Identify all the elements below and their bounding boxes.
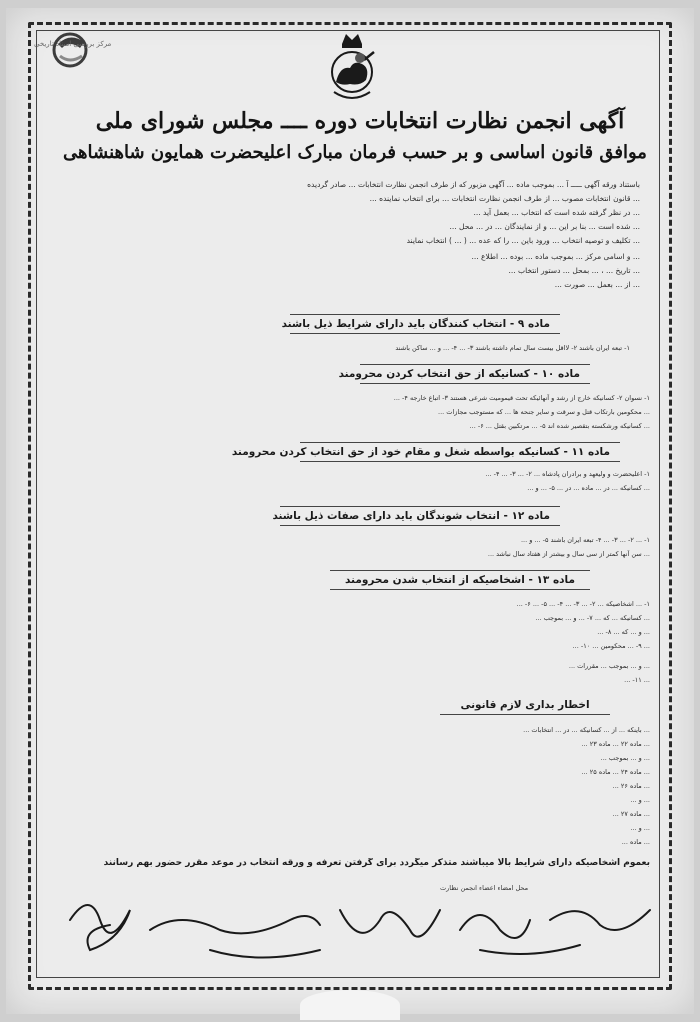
document-subtitle: موافق قانون اساسی و بر حسب فرمان مبارک اعلیحضرت همایون شاهنشاهی [63,142,647,163]
article-13-text: ... و ... که ... ۸- ... [597,628,650,636]
signature-6 [210,950,320,958]
notice-text: ... باینکه ... از ... کسانیکه ... در ... انتخابات ... [523,726,650,734]
signature-1 [70,905,130,950]
article-13-text: ... ۱۱- ... [624,676,650,684]
watermark-text: مرکز بررسی اسناد تاریخی [34,40,112,48]
notice-text: ... ماده ۲۷ ... [612,810,650,818]
article-10-text: ... کسانیکه ورشکسته بتقصیر شده اند ۵- ... مرتکبین بقتل ... ۶- ... [469,422,650,430]
signature-7 [480,945,580,954]
intro-line: ... قانون انتخابات مصوب ... از طرف انجمن نظارت انتخابات ... برای انتخاب نماینده ... [369,194,640,203]
archive-watermark-logo [40,30,190,90]
intro-line: ... تکلیف و توصیه انتخاب ... ورود باین ... را که عده ... ( ... ) انتخاب نمایند [406,236,640,245]
article-11-text: ... کسانیکه ... در ... ماده ... در ... ۵- ... و ... [527,484,650,492]
signature-3 [340,910,440,937]
article-10-text: ... محکومین بارتکاب قتل و سرقت و سایر جنحه ها ... که مستوجب مجازات ... [438,408,650,416]
intro-line: ... و اسامی مرکز ... بموجب ماده ... بوده ... اطلاع ... [471,252,640,261]
article-10-heading: ماده ۱۰ - کسانیکه از حق انتخاب کردن محرومند [360,364,590,384]
article-12-text: ... سن آنها کمتر از سی سال و بیشتر از هفتاد سال نباشد ... [487,550,650,558]
watermark-emblem-icon [40,30,100,74]
signature-4 [460,915,530,938]
intro-line: ... در نظر گرفته شده است که انتخاب ... بعمل آید ... [473,208,640,217]
signature-5 [550,910,650,930]
notice-text: ... و ... [630,796,650,804]
lion-and-sun-crown-emblem-icon [320,30,384,110]
intro-line: ... از ... بعمل ... صورت ... [554,280,640,289]
article-13-heading: ماده ۱۳ - اشخاصیکه از انتخاب شدن محرومند [330,570,590,590]
paper-hole [300,990,400,1020]
article-13-text: ... و ... بموجب ... مقررات ... [568,662,650,670]
notice-text: ... ماده ۲۶ ... [612,782,650,790]
notice-text: ... ماده ... [621,838,650,846]
notice-text: ... و ... بموجب ... [600,754,650,762]
article-13-text: ۱- ... اشخاصیکه ... ۲- ... ۳- ... ۴- ... ۵- ... ۶- ... [516,600,650,608]
intro-line: ... شده است ... بنا بر این ... و از نمایندگان ... در ... محل ... [449,222,640,231]
closing-statement: بعموم اشخاصیکه دارای شرایط بالا میباشند متذکر میگردد برای گرفتن تعرفه و ورقه انتخاب در موعد مقرر حضور بهم رسانند [103,858,650,868]
intro-line: ... تاریخ ... ، ... بمحل ... دستور انتخاب ... [508,266,640,275]
article-12-text: ۱- ... ۲- ... ۳- ... ۴- تبعه ایران باشند ۵- ... و ... [520,536,650,544]
article-13-text: ... کسانیکه ... که ... ۷- ... و ... بموجب ... [535,614,650,622]
document-title: آگهی انجمن نظارت انتخابات دوره ــــ مجلس شورای ملی [95,108,625,134]
article-9-text: ۱- تبعه ایران باشند ۲- لااقل بیست سال تمام داشته باشند ۳- ... ۴- ... و ... ساکن باشند [395,344,630,352]
article-9-heading: ماده ۹ - انتخاب کنندگان باید دارای شرایط ذیل باشند [290,314,560,334]
signature-area-label: محل امضاء اعضاء انجمن نظارت [440,884,529,892]
signature-2 [150,916,320,933]
notice-text: ... و ... [630,824,650,832]
article-11-text: ۱- اعلیحضرت و ولیعهد و برادران پادشاه ... ۲- ... ۳- ... ۴- ... [485,470,650,478]
handwritten-signatures [60,880,660,970]
notice-text: ... ماده ۲۴ ... ماده ۲۵ ... [581,768,650,776]
article-13-text: ... ۹- ... محکومین ... ۱۰- ... [572,642,650,650]
intro-line: باستناد ورقه آگهی ـــــ آ ... بموجب ماده ... آگهی مزبور که از طرف انجمن نظارت انتخابات ... صادر گردیده [307,180,640,189]
article-12-heading: ماده ۱۲ - انتخاب شوندگان باید دارای صفات ذیل باشند [280,506,560,526]
inner-border-frame [36,30,660,978]
legal-notice-heading: اخطار بداری لازم قانونی [440,696,610,715]
notice-text: ... ماده ۲۲ ... ماده ۲۳ ... [581,740,650,748]
article-11-heading: ماده ۱۱ - کسانیکه بواسطه شغل و مقام خود از حق انتخاب کردن محرومند [300,442,620,462]
article-10-text: ۱- نسوان ۲- کسانیکه خارج از رشد و آنهائیکه تحت قیمومیت شرعی هستند ۳- اتباع خارجه ۴- ... [393,394,650,402]
